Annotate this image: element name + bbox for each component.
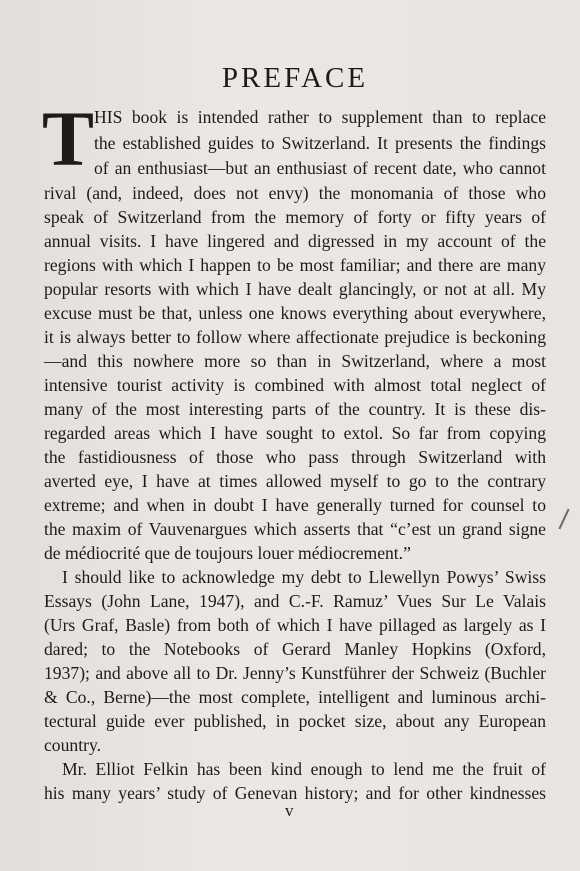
text-line: Mr. Elliot Felkin has been kind enough to lend me the fruit of [62,759,546,779]
text-line: popular resorts with which I have dealt glancingly, or not at all. My [44,279,546,299]
text-line: rival (and, indeed, does not envy) the monomania of those who [44,183,546,203]
text-line: —and this nowhere more so than in Switzerland, where a most [44,351,546,371]
pencil-mark [558,509,569,530]
text-line: regions with which I happen to be most familiar; and there are many [44,255,546,275]
page-title: PREFACE [221,62,369,94]
text-line: de médiocrité que de toujours louer médiocrement.” [44,543,411,563]
text-line: averted eye, I have at times allowed myself to go to the contrary [44,471,546,491]
text-line: dared; to the Notebooks of Gerard Manley Hopkins (Oxford, [44,639,546,659]
text-line: speak of Switzerland from the memory of forty or fifty years of [44,207,546,227]
text-line: his many years’ study of Genevan history; and for other kindnesses [44,783,546,803]
text-line: 1937); and above all to Dr. Jenny’s Kunstführer der Schweiz (Buchler [44,663,546,683]
text-line: many of the most interesting parts of the country. It is these dis- [44,399,546,419]
page-number: v [285,801,294,820]
text-line: extreme; and when in doubt I have generally turned for counsel to [44,495,546,515]
text-line: I should like to acknowledge my debt to Llewellyn Powys’ Swiss [62,567,546,587]
text-line: tectural guide ever published, in pocket size, about any European [44,711,546,731]
text-line: Essays (John Lane, 1947), and C.-F. Ramuz’ Vues Sur Le Valais [44,591,546,611]
text-line: regarded areas which I have sought to extol. So far from copying [44,423,546,443]
text-line: the maxim of Vauvenargues which asserts that “c’est un grand signe [44,519,546,539]
text-line: country. [44,735,101,755]
text-line: & Co., Berne)—the most complete, intelligent and luminous archi- [44,687,546,707]
text-line: intensive tourist activity is combined with almost total neglect of [44,375,546,395]
text-line: it is always better to follow where affectionate prejudice is beckoning [44,327,546,347]
text-line: annual visits. I have lingered and digressed in my account of the [44,231,546,251]
text-line: of an enthusiast—but an enthusiast of recent date, who cannot [94,158,546,178]
drop-cap: T [42,95,95,182]
text-line: the established guides to Switzerland. It presents the findings [94,133,546,153]
text-line: HIS book is intended rather to supplement than to replace [94,107,546,127]
text-line: the fastidiousness of those who pass through Switzerland with [44,447,546,467]
text-line: (Urs Graf, Basle) from both of which I have pillaged as largely as I [44,615,546,635]
text-line: excuse must be that, unless one knows everything about everywhere, [44,303,546,323]
